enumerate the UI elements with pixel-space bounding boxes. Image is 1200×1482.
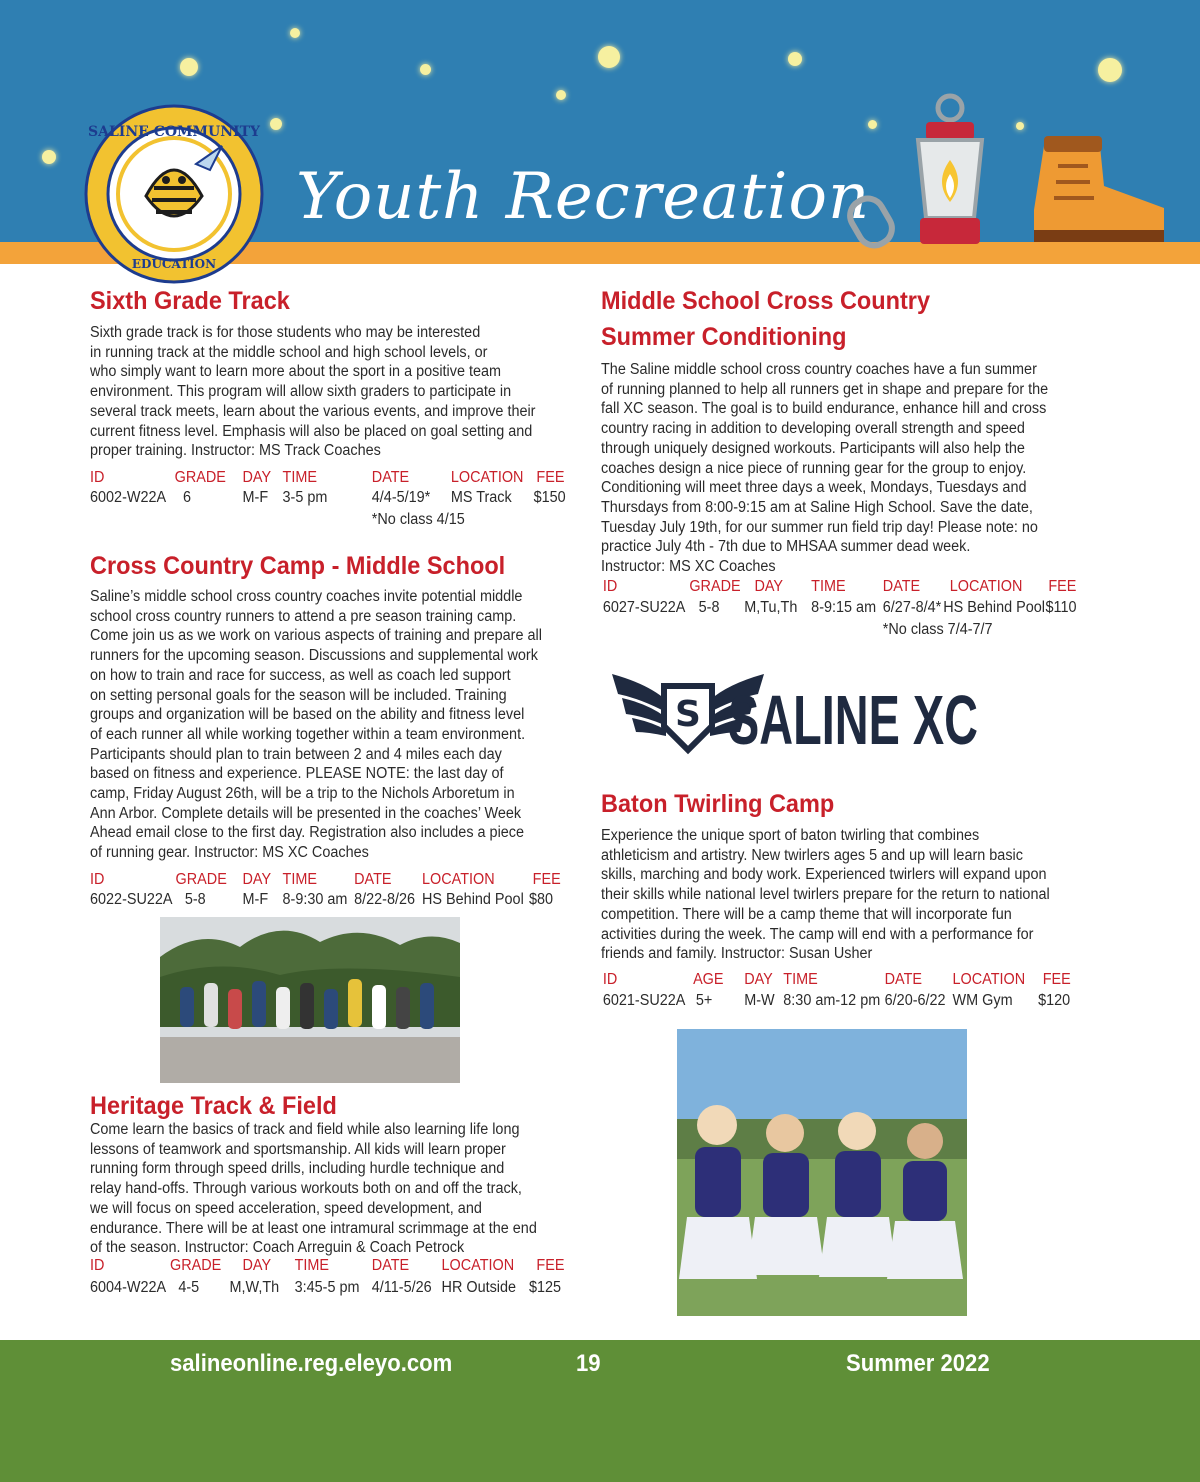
ms-xc-summer-title-line1: Middle School Cross Country [601,287,931,315]
lantern-icon [918,96,982,244]
table-cell-age: 5+ [695,992,713,1009]
baton-twirlers-photo [677,1029,967,1316]
table-header-day: DAY [744,971,773,988]
saline-xc-logo [608,664,984,760]
table-note: *No class 7/4-7/7 [882,621,993,638]
table-cell-grade: 5-8 [184,891,206,908]
table-header-fee: FEE [1042,971,1071,988]
logo-text: SALINE COMMUNITY [87,124,261,140]
table-cell-time: 8:30 am-12 pm [783,992,881,1009]
table-cell-day: M,W,Th [229,1279,280,1296]
table-note: *No class 4/15 [371,511,465,528]
table-header-id: ID [90,1257,105,1274]
table-header-id: ID [90,469,105,486]
table-header-date: DATE [882,578,921,595]
table-cell-time: 3-5 pm [282,489,328,506]
registration-url[interactable]: salineonline.reg.eleyo.com [170,1350,453,1377]
table-header-date: DATE [354,871,392,888]
table-header-location: LOCATION [422,871,495,888]
table-cell-date: 6/27-8/4* [882,599,942,616]
table-header-time: TIME [282,871,317,888]
table-header-location: LOCATION [441,1257,515,1274]
star-decoration [788,52,802,66]
table-cell-day: M-W [744,992,775,1009]
star-decoration [420,64,431,75]
table-cell-time: 8-9:15 am [811,599,877,616]
table-cell-location: MS Track [450,489,512,506]
table-header-day: DAY [242,871,272,888]
table-cell-id: 6027-SU22A [602,599,686,616]
table-header-time: TIME [294,1257,330,1274]
table-header-id: ID [90,871,105,888]
table-header-fee: FEE [536,469,565,486]
table-cell-date: 4/11-5/26 [371,1279,432,1296]
xc-camp-description: Saline’s middle school cross country coaches invite potential middle school cross country runners to attend a pre season training camp. Come join us as we work on various aspects of training and prepare all runners for the upcoming season. Discussions and supplemental work on how to train and race for success, as well as coach led support on setting personal goals for the season will be included. Training groups and organization will be based on the ability and fitness level of each runner all while working together within a team environment. Participants should plan to train between 2 and 4 miles each day based on fitness and experience. PLEASE NOTE: the last day of camp, Friday August 26th, will be a trip to the Nichols Arboretum in Ann Arbor. Complete details will be presented in the coaches’ Week Ahead email close to the first day. Registration also includes a piece of running gear. Instructor: MS XC Coaches [90,588,542,862]
table-cell-fee: $120 [1038,992,1071,1009]
table-header-fee: FEE [1048,578,1077,595]
xc-team-photo [160,917,460,1083]
badge-letter: S [675,694,701,735]
footer-bar [0,1340,1200,1482]
table-cell-grade: 4-5 [178,1279,200,1296]
star-decoration [42,150,56,164]
table-header-fee: FEE [532,871,561,888]
ms-xc-summer-schedule-table [601,577,1075,639]
table-cell-day: M-F [242,891,269,908]
table-cell-id: 6021-SU22A [602,992,686,1009]
table-header-time: TIME [783,971,818,988]
sixth-grade-track-description: Sixth grade track is for those students who may be interested in running track at the middle school and high school levels, or who simply want to learn more about the sport in a positive team environment. This program will allow sixth graders to participate in several track meets, learn about the various events, and improve their current fitness level. Emphasis will also be placed on goal setting and proper training. Instructor: MS Track Coaches [90,324,536,460]
carabiner-icon [844,193,897,252]
heritage-track-title: Heritage Track & Field [90,1092,337,1120]
table-cell-time: 3:45-5 pm [294,1279,360,1296]
table-cell-day: M,Tu,Th [744,599,798,616]
table-cell-date: 8/22-8/26 [354,891,416,908]
table-header-location: LOCATION [450,469,524,486]
ms-xc-summer-title-line2: Summer Conditioning [601,323,847,351]
table-cell-date: 4/4-5/19* [371,489,431,506]
baton-twirling-title: Baton Twirling Camp [601,790,835,818]
table-cell-grade: 6 [183,489,192,506]
ms-xc-summer-description: The Saline middle school cross country coaches have a fun summer of running planned to help all runners get in shape and prepare for the fall XC season. The goal is to build endurance, enhance hill and cross country racing in addition to developing overall strength and speed through uniquely designed workouts. Participants will also help the coaches design a nice piece of running gear for the group to enjoy. Conditioning will meet three days a week, Mondays, Tuesdays and Thursdays from 8:00-9:15 am at Saline High School. Save the date, Tuesday July 19th, for our summer run field trip day! Please note: no practice July 4th - 7th due to MHSAA summer dead week. Instructor: MS XC Coaches [601,361,1049,576]
table-header-grade: GRADE [175,871,227,888]
table-header-grade: GRADE [689,578,741,595]
star-decoration [180,58,198,76]
heritage-track-schedule-table [90,1256,564,1298]
table-header-location: LOCATION [949,578,1023,595]
table-cell-id: 6004-W22A [90,1279,167,1296]
table-header-date: DATE [371,1257,410,1274]
table-header-grade: GRADE [174,469,226,486]
star-decoration [1098,58,1122,82]
table-header-time: TIME [811,578,846,595]
sixth-grade-track-title: Sixth Grade Track [90,287,290,315]
season-label: Summer 2022 [846,1350,990,1377]
table-header-time: TIME [282,469,317,486]
table-header-id: ID [602,578,618,595]
hiking-boot-icon [1034,136,1164,242]
table-header-day: DAY [242,1257,272,1274]
xc-camp-schedule-table [90,870,564,912]
table-cell-fee: $125 [528,1279,562,1296]
table-cell-location: HS Behind Pool [422,891,524,908]
table-cell-fee: $110 [1045,599,1077,616]
table-header-date: DATE [884,971,923,988]
table-cell-location: HS Behind Pool [943,599,1046,616]
table-header-grade: GRADE [169,1257,222,1274]
table-cell-id: 6002-W22A [90,489,167,506]
logo-subtext: EDUCATION [131,257,217,271]
baton-twirling-description: Experience the unique sport of baton twirling that combines athleticism and artistry. New twirlers ages 5 and up will learn basic skills, marching and body work. Experienced twirlers will expand upon their skills while national level twirlers prepare for the return to national competition. There will be a camp theme that will incorporate fun activities during the week. The camp will end with a performance for friends and family. Instructor: Susan Usher [601,827,1050,963]
sixth-grade-track-schedule-table [90,468,564,530]
table-header-age: AGE [693,971,724,988]
heritage-track-description: Come learn the basics of track and field while also learning life long lessons of teamwork and sportsmanship. All kids will learn proper running form through speed drills, including hurdle technique and relay hand-offs. Through various workouts both on and off the track, we will focus on speed acceleration, speed development, and endurance. There will be at least one intramural scrimmage at the end of the season. Instructor: Coach Arreguin & Coach Petrock [90,1121,537,1257]
saline-xc-wordmark: SALINE XC [728,681,978,759]
table-header-day: DAY [754,578,784,595]
page-number: 19 [576,1350,601,1377]
page-title: Youth Recreation [296,160,871,234]
baton-twirling-schedule-table [601,970,1075,1012]
table-cell-grade: 5-8 [698,599,720,616]
table-header-id: ID [602,971,618,988]
saline-community-education-logo [84,104,264,284]
table-cell-fee: $80 [528,891,554,908]
star-decoration [598,46,620,68]
table-header-date: DATE [371,469,410,486]
table-header-fee: FEE [536,1257,565,1274]
table-cell-location: HR Outside [441,1279,517,1296]
table-cell-location: WM Gym [952,992,1013,1009]
table-header-day: DAY [242,469,272,486]
table-cell-fee: $150 [533,489,566,506]
table-header-location: LOCATION [952,971,1026,988]
star-decoration [290,28,300,38]
camping-illustration [848,90,1168,250]
table-cell-day: M-F [242,489,269,506]
table-cell-id: 6022-SU22A [90,891,173,908]
xc-camp-title: Cross Country Camp - Middle School [90,552,506,580]
table-cell-date: 6/20-6/22 [884,992,946,1009]
star-decoration [270,118,282,130]
star-decoration [556,90,566,100]
table-cell-time: 8-9:30 am [282,891,348,908]
